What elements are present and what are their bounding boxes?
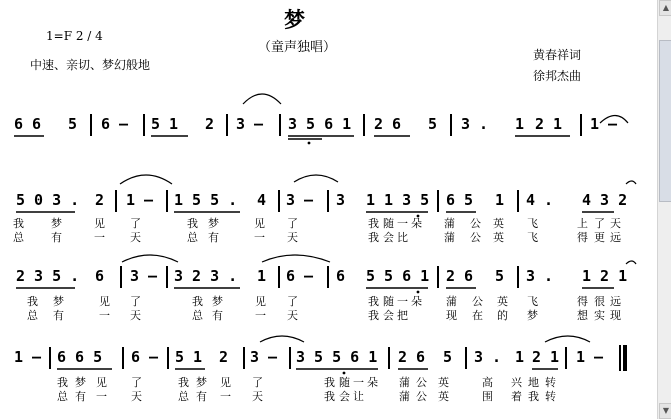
lyric-char: 朵 xyxy=(367,376,378,389)
lyric-char: 着 xyxy=(511,390,522,403)
note-group: 2 1 xyxy=(532,348,560,366)
lyric-char: 现 xyxy=(610,309,621,322)
lyric-char: 想 xyxy=(577,309,588,322)
lyric-char: 天 xyxy=(252,390,263,403)
dot-below xyxy=(417,215,420,218)
lyric-char: 天 xyxy=(130,309,141,322)
note-group: 3 xyxy=(336,191,346,209)
lyric-char: 公 xyxy=(470,217,481,230)
lyric-char: 兴 xyxy=(511,376,522,389)
lyric-char: 会 xyxy=(383,231,394,244)
lyric-char: 让 xyxy=(353,390,364,403)
note-group: 1 xyxy=(515,115,525,133)
slur xyxy=(626,181,636,184)
note-group: 3 2 3 . xyxy=(174,267,238,285)
lyric-char: 有 xyxy=(75,390,86,403)
lyric-char: 上 xyxy=(577,217,588,230)
lyric-char: 地 xyxy=(528,376,539,389)
note-group: 1 xyxy=(515,348,525,366)
note-group: 2 6 xyxy=(374,115,402,133)
song-title: 梦 xyxy=(284,8,305,32)
lyric-char: 在 xyxy=(472,309,483,322)
lyric-char: 一 xyxy=(99,309,110,322)
note-group: 4 xyxy=(257,191,267,209)
lyric-char: 的 xyxy=(497,309,508,322)
lyric-char: 了 xyxy=(287,217,298,230)
lyric-char: 我 xyxy=(178,376,189,389)
note-group: 2 xyxy=(95,191,105,209)
note-group: 1 – xyxy=(14,348,42,366)
note-group: 1 1 3 5 xyxy=(366,191,430,209)
slur xyxy=(600,116,628,124)
lyric-char: 梦 xyxy=(51,217,62,230)
slur xyxy=(122,255,178,262)
lyric-char: 朵 xyxy=(411,295,422,308)
lyric-char: 天 xyxy=(610,217,621,230)
lyric-char: 蒲 xyxy=(446,295,457,308)
note-group: 1 – xyxy=(126,191,154,209)
lyric-char: 梦 xyxy=(53,295,64,308)
lyric-char: 公 xyxy=(472,295,483,308)
lyric-char: 有 xyxy=(51,231,62,244)
slur xyxy=(120,175,172,184)
slur xyxy=(545,336,590,342)
lyric-char: 飞 xyxy=(527,295,538,308)
note-group: 4 . xyxy=(526,191,554,209)
lyric-char: 梦 xyxy=(527,309,538,322)
lyric-char: 了 xyxy=(287,295,298,308)
lyric-char: 天 xyxy=(131,390,142,403)
lyricist-credit: 黄春祥词 xyxy=(533,48,582,62)
lyric-char: 见 xyxy=(99,295,110,308)
lyric-char: 转 xyxy=(545,376,556,389)
scroll-thumb[interactable] xyxy=(659,40,671,202)
dot-below xyxy=(308,142,311,145)
note-group: 6 xyxy=(95,267,105,285)
lyric-char: 有 xyxy=(53,309,64,322)
note-group: 3 . xyxy=(526,267,554,285)
scroll-down-icon[interactable]: ▼ xyxy=(659,403,671,419)
lyric-char: 我 xyxy=(368,295,379,308)
lyric-char: 我 xyxy=(324,376,335,389)
lyric-char: 见 xyxy=(220,376,231,389)
lyric-char: 英 xyxy=(438,376,449,389)
vertical-scrollbar[interactable] xyxy=(657,0,671,419)
lyric-char: 现 xyxy=(446,309,457,322)
lyric-char: 有 xyxy=(212,309,223,322)
note-group: 2 xyxy=(205,115,215,133)
lyric-char: 英 xyxy=(493,217,504,230)
lyric-char: 我 xyxy=(187,217,198,230)
key-signature: 1=F 2 / 4 xyxy=(46,29,103,43)
lyric-char: 天 xyxy=(287,231,298,244)
note-group: 1 xyxy=(257,267,267,285)
lyric-char: 了 xyxy=(594,217,605,230)
note-group: 6 5 xyxy=(446,191,474,209)
note-group: 1 5 5 . xyxy=(174,191,238,209)
lyric-char: 总 xyxy=(192,309,203,322)
lyric-char: 我 xyxy=(528,390,539,403)
lyric-char: 比 xyxy=(397,231,408,244)
lyric-char: 远 xyxy=(610,231,621,244)
lyric-char: 会 xyxy=(339,390,350,403)
song-subtitle: （童声独唱） xyxy=(258,40,337,55)
lyric-char: 我 xyxy=(13,217,24,230)
note-group: 3 . xyxy=(474,348,502,366)
note-group: 2 xyxy=(219,348,229,366)
note-group: 4 3 2 xyxy=(582,191,628,209)
note-group: 6 – xyxy=(101,115,129,133)
slur xyxy=(260,336,304,342)
note-group: 6 – xyxy=(131,348,159,366)
note-group: 6 6 5 xyxy=(57,348,103,366)
lyric-char: 有 xyxy=(196,390,207,403)
note-group: 6 – xyxy=(286,267,314,285)
lyric-char: 英 xyxy=(438,390,449,403)
lyric-char: 我 xyxy=(368,309,379,322)
lyric-char: 了 xyxy=(131,376,142,389)
lyric-char: 围 xyxy=(482,390,493,403)
lyric-char: 会 xyxy=(383,309,394,322)
lyric-char: 随 xyxy=(383,217,394,230)
composer-credit: 徐邦杰曲 xyxy=(533,69,582,83)
lyric-char: 一 xyxy=(353,376,364,389)
note-group: 5 1 xyxy=(151,115,179,133)
lyric-char: 公 xyxy=(470,231,481,244)
slur xyxy=(626,261,636,264)
note-group: 5 1 xyxy=(175,348,203,366)
note-group: 5 0 3 . xyxy=(16,191,80,209)
lyric-char: 得 xyxy=(577,295,588,308)
lyric-char: 公 xyxy=(416,376,427,389)
lyric-char: 见 xyxy=(254,217,265,230)
lyric-char: 一 xyxy=(397,217,408,230)
note-group: 3 5 6 1 xyxy=(288,115,352,133)
lyric-char: 英 xyxy=(497,295,508,308)
note-group: 1 – xyxy=(590,115,618,133)
lyric-char: 随 xyxy=(339,376,350,389)
note-group: 5 xyxy=(68,115,78,133)
note-group: 3 – xyxy=(236,115,264,133)
lyric-char: 我 xyxy=(27,295,38,308)
lyric-char: 我 xyxy=(324,390,335,403)
note-group: 2 3 5 . xyxy=(16,267,80,285)
lyric-char: 总 xyxy=(13,231,24,244)
note-group: 5 5 6 1 xyxy=(366,267,430,285)
lyric-char: 英 xyxy=(493,231,504,244)
lyric-char: 公 xyxy=(416,390,427,403)
lyric-char: 远 xyxy=(610,295,621,308)
lyric-char: 朵 xyxy=(411,217,422,230)
lyric-char: 蒲 xyxy=(399,376,410,389)
lyric-char: 我 xyxy=(57,376,68,389)
lyric-char: 一 xyxy=(96,390,107,403)
note-group: 5 xyxy=(443,348,453,366)
lyric-char: 见 xyxy=(94,217,105,230)
slur xyxy=(294,175,338,182)
lyric-char: 高 xyxy=(482,376,493,389)
slur xyxy=(262,255,330,262)
lyric-char: 飞 xyxy=(527,231,538,244)
note-group: 1 xyxy=(495,191,505,209)
lyric-char: 梦 xyxy=(75,376,86,389)
lyric-char: 我 xyxy=(368,217,379,230)
lyric-char: 蒲 xyxy=(444,231,455,244)
lyric-char: 总 xyxy=(187,231,198,244)
lyric-char: 见 xyxy=(255,295,266,308)
lyric-char: 一 xyxy=(220,390,231,403)
lyric-char: 总 xyxy=(27,309,38,322)
lyric-char: 我 xyxy=(368,231,379,244)
note-group: 3 – xyxy=(130,267,158,285)
lyric-char: 见 xyxy=(96,376,107,389)
dot-below xyxy=(417,291,420,294)
lyric-char: 我 xyxy=(192,295,203,308)
lyric-char: 了 xyxy=(252,376,263,389)
note-group: 2 6 xyxy=(446,267,474,285)
lyric-char: 梦 xyxy=(212,295,223,308)
lyric-char: 转 xyxy=(545,390,556,403)
lyric-char: 很 xyxy=(594,295,605,308)
lyric-char: 随 xyxy=(383,295,394,308)
note-group: 3 5 5 6 1 xyxy=(296,348,378,366)
lyric-char: 梦 xyxy=(208,217,219,230)
note-group: 3 – xyxy=(250,348,278,366)
note-group: 6 6 xyxy=(14,115,42,133)
note-group: 2 1 xyxy=(535,115,563,133)
note-group: 3 – xyxy=(286,191,314,209)
tempo-marking: 中速、亲切、梦幻般地 xyxy=(30,58,151,72)
lyric-char: 把 xyxy=(397,309,408,322)
note-group: 6 xyxy=(336,267,346,285)
note-group: 1 2 1 xyxy=(582,267,628,285)
lyric-char: 蒲 xyxy=(444,217,455,230)
note-group: 1 – xyxy=(576,348,604,366)
lyric-char: 天 xyxy=(130,231,141,244)
note-group: 5 xyxy=(428,115,438,133)
lyric-char: 实 xyxy=(594,309,605,322)
note-group: 5 xyxy=(495,267,505,285)
lyric-char: 了 xyxy=(130,217,141,230)
scroll-up-icon[interactable]: ▲ xyxy=(659,0,671,16)
lyric-char: 总 xyxy=(57,390,68,403)
lyric-char: 一 xyxy=(255,309,266,322)
lyric-char: 总 xyxy=(178,390,189,403)
note-group: 3 . xyxy=(461,115,489,133)
lyric-char: 一 xyxy=(397,295,408,308)
lyric-char: 更 xyxy=(594,231,605,244)
lyric-char: 一 xyxy=(254,231,265,244)
lyric-char: 一 xyxy=(94,231,105,244)
lyric-char: 飞 xyxy=(527,217,538,230)
lyric-char: 有 xyxy=(208,231,219,244)
dot-below xyxy=(343,372,346,375)
lyric-char: 了 xyxy=(130,295,141,308)
lyric-char: 梦 xyxy=(196,376,207,389)
note-group: 2 6 xyxy=(398,348,426,366)
slur xyxy=(243,94,281,104)
lyric-char: 得 xyxy=(577,231,588,244)
lyric-char: 天 xyxy=(287,309,298,322)
lyric-char: 蒲 xyxy=(399,390,410,403)
